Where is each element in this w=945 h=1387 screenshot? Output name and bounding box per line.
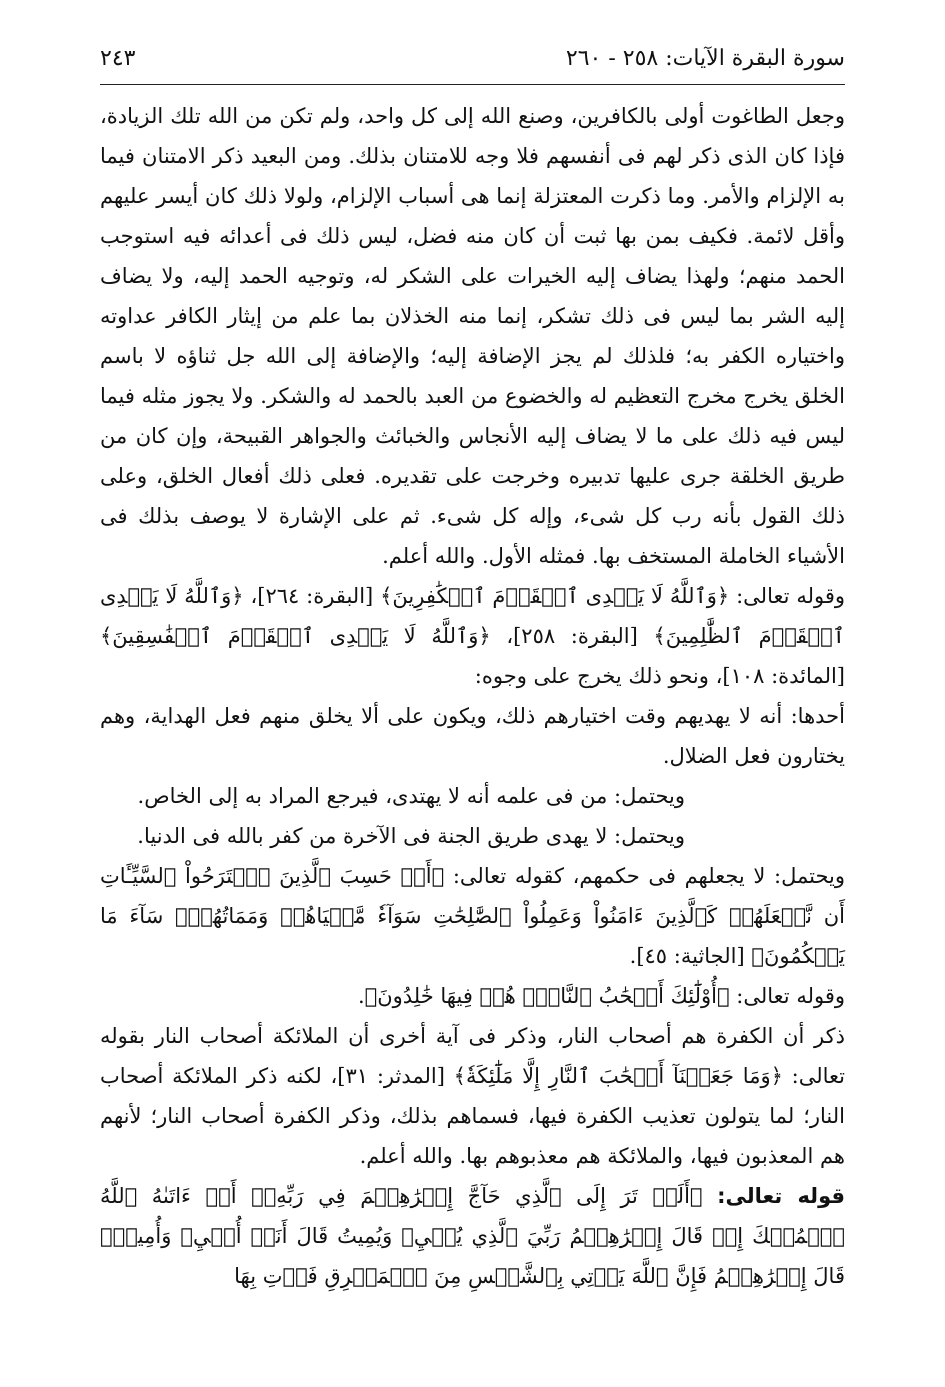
paragraph: ويحتمل: لا يجعلهم فى حكمهم، كقوله تعالى: ﴿أَمۡ حَسِبَ ٱلَّذِينَ ٱجۡتَرَحُواْ ٱلسَّيِّـَٔاتِ أَن نَّجۡعَلَهُمۡ كَٱلَّذِينَ ءَامَنُواْ وَعَمِلُواْ ٱلصَّٰلِحَٰتِ سَوَآءٗ مَّحۡيَاهُمۡ وَمَمَاتُهُمۡۚ سَآءَ مَا يَحۡكُمُونَ﴾ [الجاثية: ٤٥]. [100,864,845,968]
body-text [100,96,845,1347]
paragraph: وقوله تعالى: ﴿وَٱللَّهُ لَا يَهۡدِى ٱلۡقَوۡمَ ٱلۡكَٰفِرِينَ﴾ [البقرة: ٢٦٤]، ﴿وَٱللَّهُ لَا يَهۡدِى ٱلۡقَوۡمَ ٱلظَّٰلِمِينَ﴾ [البقرة: ٢٥٨]، ﴿وَٱللَّهُ لَا يَهۡدِى ٱلۡقَوۡمَ ٱلۡفَٰسِقِينَ﴾ [المائدة: ١٠٨]، ونحو ذلك يخرج على وجوه: [100,584,846,688]
quran-verse: ﴿أَلَمۡ تَرَ إِلَى ٱلَّذِي حَآجَّ إِبۡرَٰهِـۧمَ فِي رَبِّهِۦٓ أَنۡ ءَاتَىٰهُ ٱللَّهُ ٱلۡمُلۡكَ إِذۡ قَالَ إِبۡرَٰهِـۧمُ رَبِّيَ ٱلَّذِي يُحۡيِۦ وَيُمِيتُ قَالَ أَنَا۠ أُحۡيِۦ وَأُمِيتُۖ قَالَ إِبۡرَٰهِـۧمُ فَإِنَّ ٱللَّهَ يَأۡتِي بِٱلشَّمۡسِ مِنَ ٱلۡمَشۡرِقِ فَأۡتِ بِهَا [100,1184,845,1288]
paragraph: وجعل الطاغوت أولى بالكافرين، وصنع الله إلى كل واحد، ولم تكن من الله تلك الزيادة، فإذا كان الذى ذكر لهم فى أنفسهم فلا وجه للامتنان بذلك. ومن البعيد ذكر الامتنان فيما به الإلزام والأمر. وما ذكرت المعتزلة إنما هى أسباب الإلزام، ولولا ذلك كان أيسر عليهم وأقل لائمة. فكيف بمن بها ثبت أن كان منه فضل، ليس ذلك فى أعدائه فيه استوجب الحمد منهم؛ ولهذا يضاف إليه الخيرات على الشكر له، وتوجيه الحمد إليه، ولا يضاف إليه الشر بما ليس فى ذلك تشكر، إنما منه الخذلان بما علم من إيثار الكافر عداوته واختياره الكفر به؛ فلذلك لم يجز الإضافة إليه؛ والإضافة إلى الله جل ثناؤه لا باسم الخلق يخرج مخرج التعظيم له والخضوع من العبد بالحمد له والشكر. ولا يجوز مثله فيما ليس فيه ذلك على ما لا يضاف إليه الأنجاس والخبائث والجواهر القبيحة، وإن كان من طريق الخلقة جرى عليها تدبيره وخرجت على تقديره. فعلى ذلك أفعال الخلق، وعلى ذلك القول بأنه رب كل شىء، وإله كل شىء. ثم على الإشارة لا يوصف بذلك فى الأشياء الخاملة المستخف بها. فمثله الأول. والله أعلم. [100,104,845,568]
header-title: سورة البقرة الآيات: ٢٥٨ - ٢٦٠ [565,46,845,71]
paragraph: ذكر أن الكفرة هم أصحاب النار، وذكر فى آية أخرى أن الملائكة أصحاب النار بقوله تعالى: ﴿وَمَا جَعَلۡنَآ أَصۡحَٰبَ ٱلنَّارِ إِلَّا مَلَٰٓئِكَةٗ﴾ [المدثر: ٣١]، لكنه ذكر الملائكة أصحاب النار؛ لما يتولون تعذيب الكفرة فيها، فسماهم بذلك، وذكر الكفرة أصحاب النار؛ لأنهم هم المعذبون فيها، والملائكة هم معذبوهم بها. والله أعلم. [100,1024,845,1168]
page-number: ٢٤٣ [100,46,136,71]
lead-phrase: قوله تعالى: [717,1184,845,1208]
running-header [100,42,845,82]
paragraph: أحدها: أنه لا يهديهم وقت اختيارهم ذلك، ويكون على ألا يخلق منهم فعل الهداية، وهم يختارون فعل الضلال. [100,704,845,768]
option-line: ويحتمل: من فى علمه أنه لا يهتدى، فيرجع المراد به إلى الخاص. [137,784,685,808]
header-rule [100,84,845,85]
final-paragraph [100,1176,845,1296]
verse-line: وقوله تعالى: ﴿أُوْلَٰٓئِكَ أَصۡحَٰبُ ٱلنَّارِۖ هُمۡ فِيهَا خَٰلِدُونَ﴾. [357,984,845,1008]
option-line: ويحتمل: لا يهدى طريق الجنة فى الآخرة من كفر بالله فى الدنيا. [137,824,685,848]
